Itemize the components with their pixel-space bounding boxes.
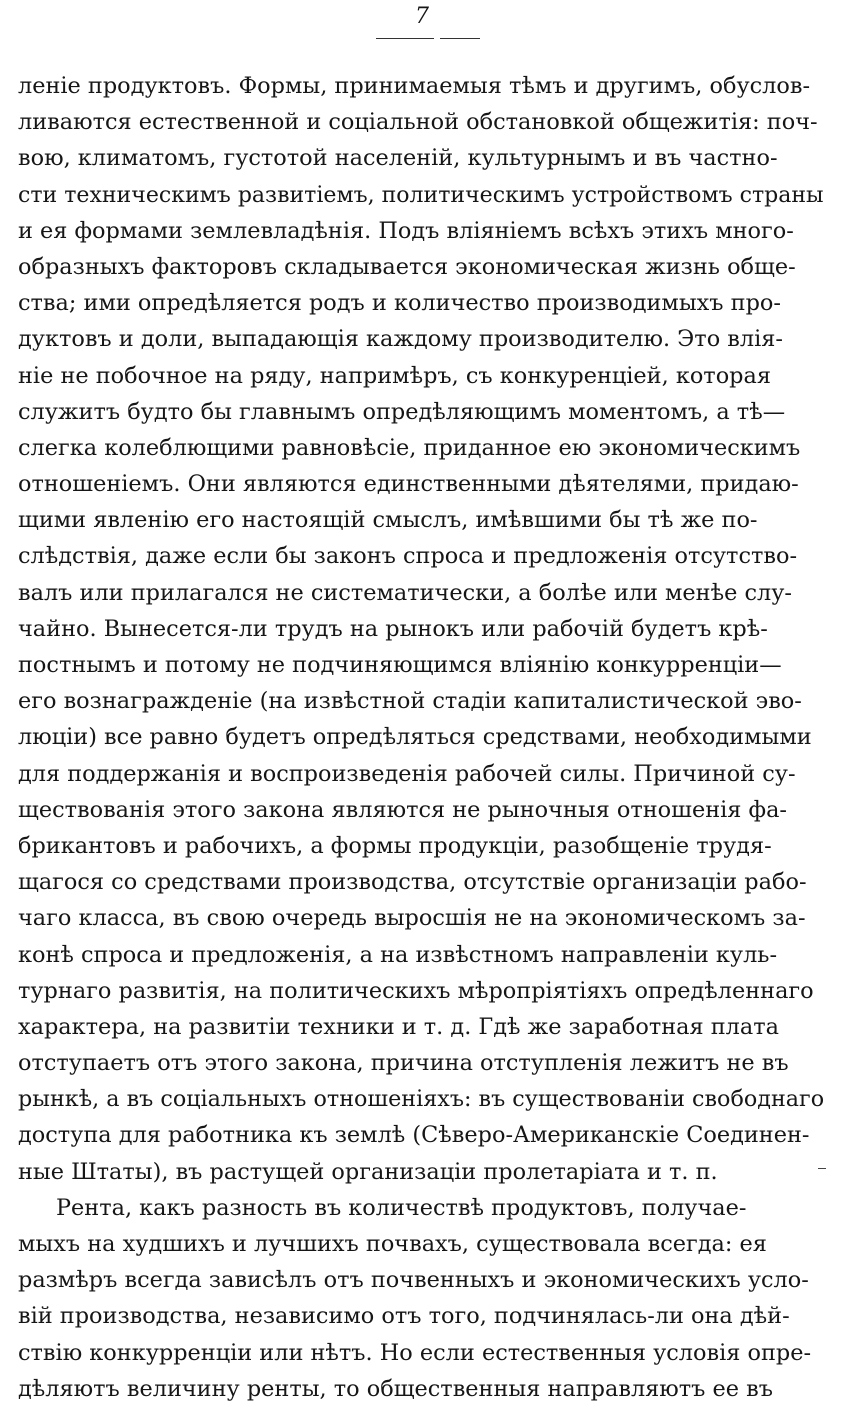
text-line: рынкѣ, а въ соціальныхъ отношеніяхъ: въ существованіи свободнаго [18, 1086, 825, 1113]
text-line: для поддержанія и воспроизведенія рабочей силы. Причиной су- [18, 760, 796, 787]
text-line: брикантовъ и рабочихъ, а формы продукціи, разобщеніе трудя- [18, 832, 772, 859]
text-line: ные Штаты), въ растущей организаціи пролетаріата и т. п. [18, 1158, 718, 1185]
margin-mark [818, 1168, 826, 1169]
paragraph-start-line: Рента, какъ разность въ количествѣ продуктовъ, получае- [56, 1194, 747, 1221]
text-line: чаго класса, въ свою очередь выросшія не на экономическомъ за- [18, 905, 806, 932]
text-line: отношеніемъ. Они являются единственными дѣятелями, придаю- [18, 471, 799, 498]
text-line: щагося со средствами производства, отсутствіе организаціи рабо- [18, 869, 807, 896]
text-line: постнымъ и потому не подчиняющимся вліянію конкурренціи— [18, 652, 782, 678]
header-rule [376, 38, 480, 39]
text-line: турнаго развитія, на политическихъ мѣропріятіяхъ опредѣленнаго [18, 977, 814, 1004]
text-line: дѣляютъ величину ренты, то общественныя направляютъ ее въ [18, 1375, 774, 1402]
text-line: конѣ спроса и предложенія, а на извѣстномъ направленіи куль- [18, 941, 778, 968]
text-line: отступаетъ отъ этого закона, причина отступленія лежитъ не въ [18, 1050, 789, 1077]
text-line: щими явленію его настоящій смыслъ, имѣвшими бы тѣ же по- [18, 507, 758, 534]
text-line: леніе продуктовъ. Формы, принимаемыя тѣмъ и другимъ, обуслов- [18, 73, 811, 99]
text-line: ствію конкурренціи или нѣтъ. Но если естественныя условія опре- [18, 1339, 812, 1366]
text-line: служитъ будто бы главнымъ опредѣляющимъ моментомъ, а тѣ— [18, 398, 786, 425]
text-line: размѣръ всегда зависѣлъ отъ почвенныхъ и экономическихъ усло- [18, 1267, 809, 1294]
text-line: его вознагражденіе (на извѣстной стадіи капиталистической эво- [18, 688, 802, 715]
text-line: ливаются естественной и соціальной обстановкой общежитія: поч- [18, 109, 818, 136]
text-line: ніе не побочное на ряду, напримѣръ, съ конкуренціей, которая [18, 362, 771, 389]
text-line: ства; ими опредѣляется родъ и количество производимыхъ про- [18, 290, 781, 317]
text-line: сти техническимъ развитіемъ, политическимъ устройствомъ страны [18, 181, 824, 208]
page-number: 7 [415, 4, 429, 29]
text-line: образныхъ факторовъ складывается экономическая жизнь обще- [18, 253, 796, 280]
body-text [18, 68, 828, 1407]
text-line: чайно. Вынесется-ли трудъ на рынокъ или рабочій будетъ крѣ- [18, 615, 768, 642]
text-line: мыхъ на худшихъ и лучшихъ почвахъ, существовала всегда: ея [18, 1231, 767, 1257]
text-line: валъ или прилагался не систематически, а болѣе или менѣе слу- [18, 579, 792, 606]
text-line: вій производства, независимо отъ того, подчинялась-ли она дѣй- [18, 1303, 790, 1330]
text-line: слѣдствія, даже если бы законъ спроса и предложенія отсутство- [18, 543, 798, 570]
text-line: вою, климатомъ, густотой населеній, культурнымъ и въ частно- [18, 145, 778, 172]
text-line: и ея формами землевладѣнія. Подъ вліяніемъ всѣхъ этихъ много- [18, 217, 794, 244]
text-line: доступа для работника къ землѣ (Сѣверо-Американскіе Соединен- [18, 1122, 810, 1149]
text-line: ществованія этого закона являются не рыночныя отношенія фа- [18, 796, 787, 823]
text-line: характера, на развитіи техники и т. д. Гдѣ же заработная плата [18, 1013, 779, 1040]
text-line: дуктовъ и доли, выпадающія каждому производителю. Это влія- [18, 326, 783, 353]
text-line: люціи) все равно будетъ опредѣляться средствами, необходимыми [18, 724, 812, 751]
text-line: слегка колеблющими равновѣсіе, приданное ею экономическимъ [18, 434, 801, 461]
